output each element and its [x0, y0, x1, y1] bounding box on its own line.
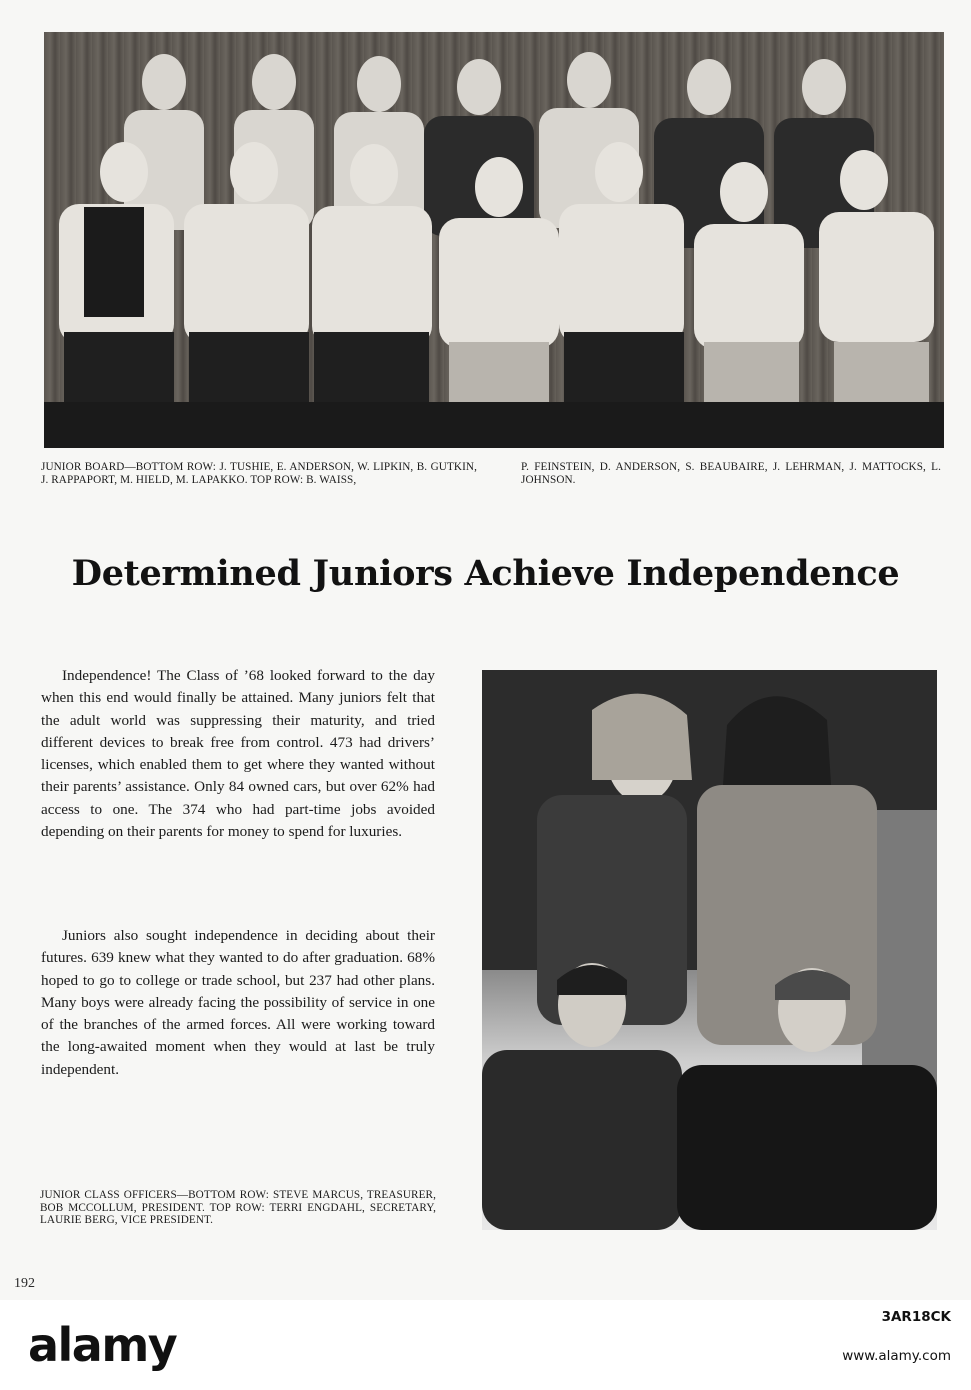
- image-id: 3AR18CK: [881, 1309, 951, 1325]
- junior-board-group-photo: [44, 32, 944, 448]
- watermark-url: www.alamy.com: [842, 1348, 951, 1364]
- junior-board-caption-right: P. FEINSTEIN, D. ANDERSON, S. BEAUBAIRE, J. LEHRMAN, J. MATTOCKS, L. JOHNSON.: [521, 461, 941, 486]
- class-officers-caption: JUNIOR CLASS OFFICERS—BOTTOM ROW: STEVE MARCUS, TREASURER, BOB MCCOLLUM, PRESIDENT. TOP ROW: TERRI ENGDAHL, SECRETARY, LAURIE BERG, VICE PRESIDENT.: [40, 1189, 436, 1226]
- page-number: 192: [14, 1276, 35, 1291]
- class-officers-photo-illustration: [482, 670, 937, 1230]
- article-paragraph-1: Independence! The Class of ’68 looked forward to the day when this end would finally be attained. Many juniors felt that the adult world was suppressing their maturity, and tried different devices to break free from control. 473 had drivers’ licenses, which enabled them to get where they wanted without their parents’ assistance. Only 84 owned cars, but over 62% had access to one. The 374 who had part-time jobs avoided depending on their parents for money to spend for luxuries.: [41, 667, 435, 841]
- junior-board-caption-left: JUNIOR BOARD—BOTTOM ROW: J. TUSHIE, E. ANDERSON, W. LIPKIN, B. GUTKIN, J. RAPPAPORT, M. HIELD, M. LAPAKKO. TOP ROW: B. WAISS,: [41, 461, 477, 486]
- page-headline: Determined Juniors Achieve Independence: [71, 553, 900, 594]
- article-paragraph-2: Juniors also sought independence in deciding about their futures. 639 knew what they wanted to do after graduation. 68% hoped to go to college or trade school, but 237 had other plans. Many boys were already facing the possibility of service in one of the branches of the armed forces. All were working toward the long-awaited moment when they would at last be truly independent.: [41, 927, 435, 1078]
- alamy-logo: alamy: [28, 1318, 177, 1372]
- junior-board-photo-illustration: [44, 32, 944, 448]
- class-officers-photo: [482, 670, 937, 1230]
